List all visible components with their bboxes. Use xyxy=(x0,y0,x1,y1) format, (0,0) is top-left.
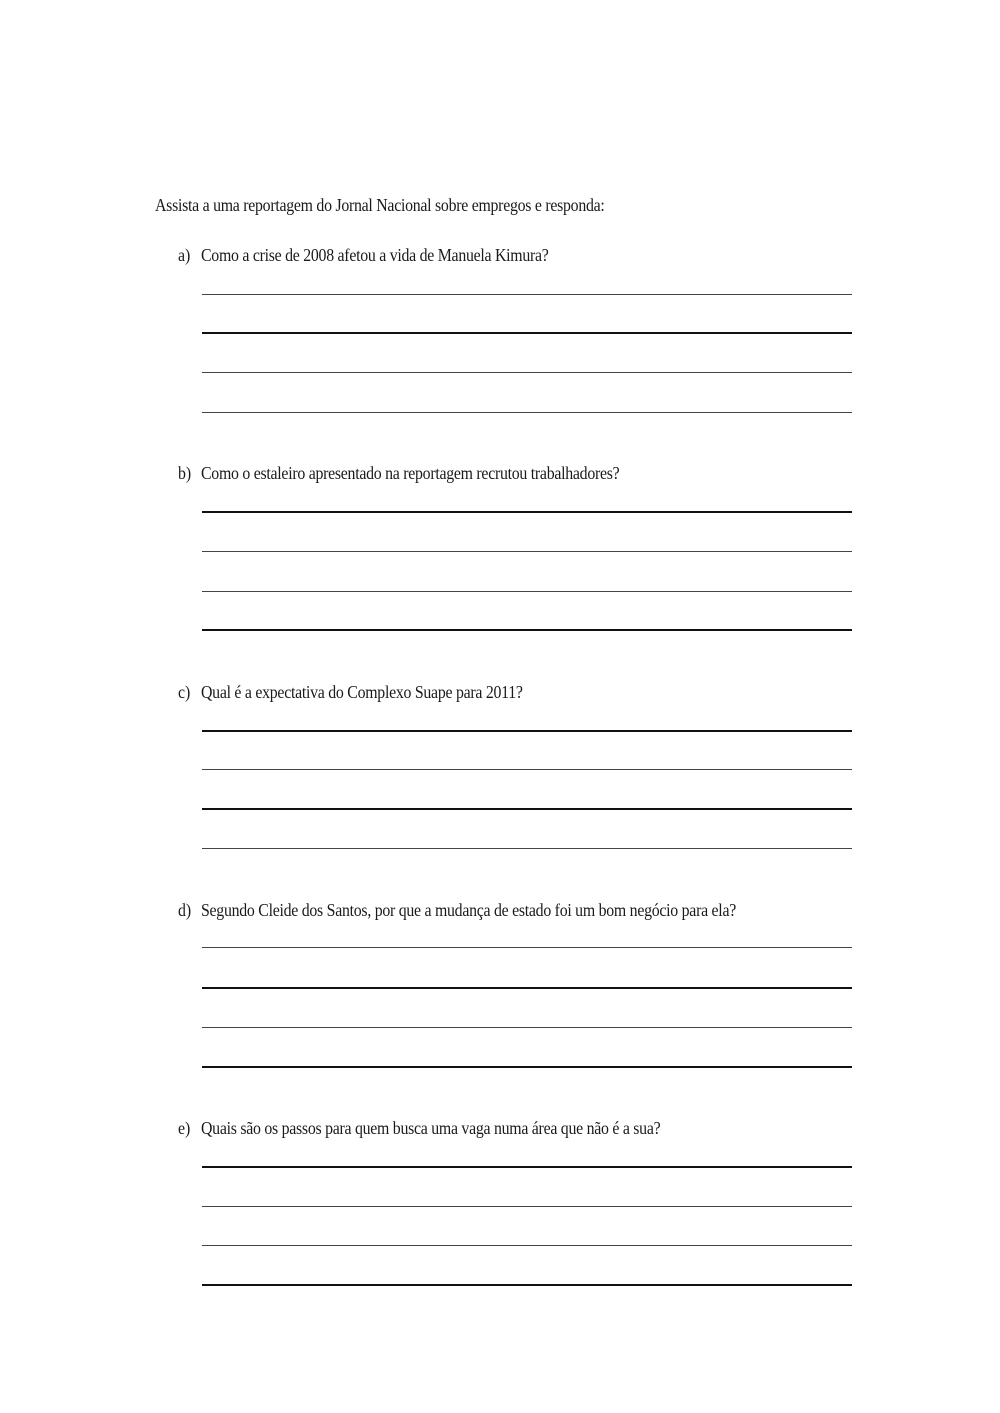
question-letter: d) xyxy=(178,900,192,920)
answer-line-d-2[interactable] xyxy=(202,987,852,989)
answer-line-a-4[interactable] xyxy=(202,412,852,413)
question-text: Segundo Cleide dos Santos, por que a mudança de estado foi um bom negócio para ela? xyxy=(201,900,736,920)
question-text: Como o estaleiro apresentado na reportagem recrutou trabalhadores? xyxy=(201,463,620,483)
answer-line-e-3[interactable] xyxy=(202,1245,852,1246)
answer-line-a-3[interactable] xyxy=(202,372,852,373)
question-letter: c) xyxy=(178,682,191,702)
answer-line-a-1[interactable] xyxy=(202,294,852,295)
answer-line-c-2[interactable] xyxy=(202,769,852,770)
answer-line-d-3[interactable] xyxy=(202,1027,852,1028)
instruction-text: Assista a uma reportagem do Jornal Nacional sobre empregos e responda: xyxy=(155,195,605,215)
answer-line-c-4[interactable] xyxy=(202,848,852,849)
answer-line-b-2[interactable] xyxy=(202,551,852,552)
question-letter: e) xyxy=(178,1118,191,1138)
answer-line-d-4[interactable] xyxy=(202,1066,852,1068)
answer-line-b-1[interactable] xyxy=(202,511,852,513)
question-text: Qual é a expectativa do Complexo Suape para 2011? xyxy=(201,682,523,702)
answer-line-e-2[interactable] xyxy=(202,1206,852,1207)
answer-line-c-3[interactable] xyxy=(202,808,852,810)
answer-line-c-1[interactable] xyxy=(202,730,852,732)
answer-line-b-4[interactable] xyxy=(202,629,852,631)
question-letter: a) xyxy=(178,245,191,265)
answer-line-b-3[interactable] xyxy=(202,591,852,592)
question-text: Como a crise de 2008 afetou a vida de Manuela Kimura? xyxy=(201,245,549,265)
answer-line-e-1[interactable] xyxy=(202,1166,852,1168)
answer-line-e-4[interactable] xyxy=(202,1284,852,1286)
answer-line-a-2[interactable] xyxy=(202,332,852,334)
question-text: Quais são os passos para quem busca uma vaga numa área que não é a sua? xyxy=(201,1118,661,1138)
answer-line-d-1[interactable] xyxy=(202,947,852,948)
question-letter: b) xyxy=(178,463,192,483)
